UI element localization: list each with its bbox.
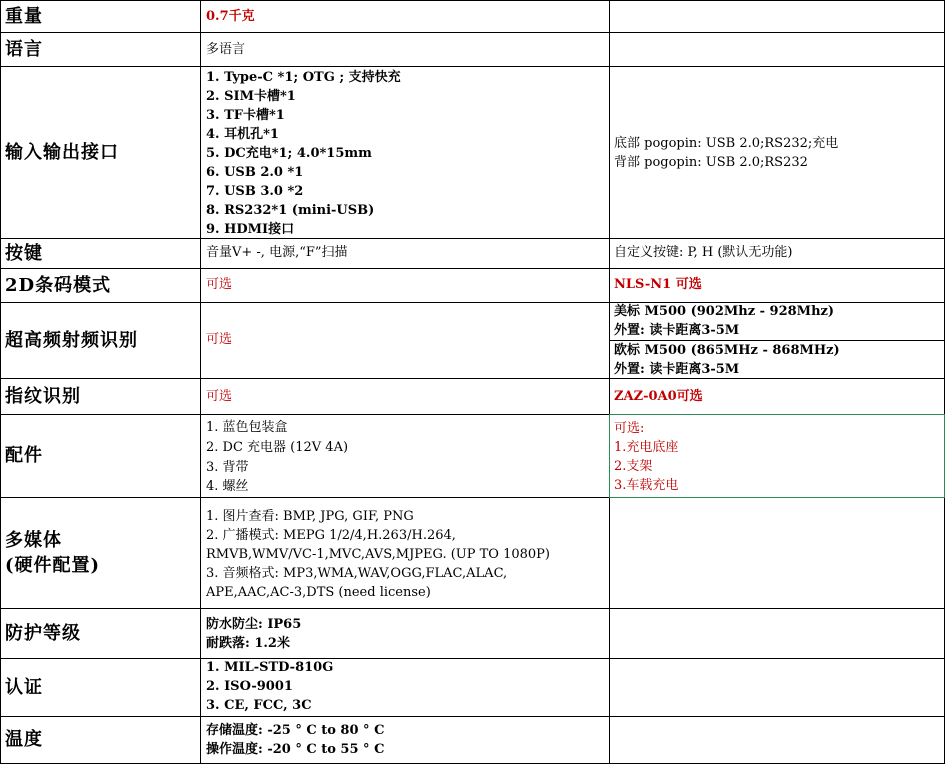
value-line: 3. CE, FCC, 3C: [206, 698, 312, 713]
table-row: [0, 0, 945, 32]
value-cell: [201, 66, 609, 238]
value-line: 4. 螺丝: [206, 479, 249, 494]
grid-line: [0, 608, 945, 609]
row-label: 指纹识别: [5, 385, 81, 407]
extra-cell: [609, 0, 945, 32]
grid-line: [0, 716, 945, 717]
value-line: 操作温度: -20 ° C to 55 ° C: [206, 742, 385, 757]
row-label-cell: [0, 658, 201, 716]
value-cell: [201, 238, 609, 268]
value-cell: [201, 414, 609, 497]
table-row: [0, 658, 945, 716]
row-label-cell: [0, 716, 201, 763]
row-label: 温度: [5, 729, 43, 750]
value-line: 3. 音频格式: MP3,WMA,WAV,OGG,FLAC,ALAC,: [206, 566, 508, 581]
table-row: [0, 238, 945, 268]
row-label-cell: [0, 0, 201, 32]
value-line: 1. MIL-STD-810G: [206, 660, 334, 675]
grid-line: [0, 763, 945, 764]
extra-line: 欧标 M500 (865MHz - 868MHz): [614, 343, 840, 358]
table-row: [0, 268, 945, 302]
extra-line: 底部 pogopin: USB 2.0;RS232;充电: [614, 136, 839, 151]
row-label: 认证: [5, 676, 43, 698]
value-line: 2. SIM卡槽*1: [206, 89, 296, 104]
value-line: 5. DC充电*1; 4.0*15mm: [206, 146, 372, 161]
value-line: 可选: [206, 332, 233, 347]
value-line: 1. 图片查看: BMP, JPG, GIF, PNG: [206, 509, 414, 524]
extra-line: 美标 M500 (902Mhz - 928Mhz): [614, 304, 835, 319]
table-row: [0, 716, 945, 763]
table-row: [0, 378, 945, 414]
value-line: RMVB,WMV/VC-1,MVC,AVS,MJPEG. (UP TO 1080P): [206, 547, 550, 562]
value-line: 耐跌落: 1.2米: [206, 636, 290, 651]
value-line: 4. 耳机孔*1: [206, 127, 279, 142]
row-label: 按键: [5, 242, 43, 264]
value-cell: [201, 497, 609, 608]
extra-line: 外置: 读卡距离3-5M: [614, 362, 740, 377]
value-line: 1. 蓝色包装盒: [206, 420, 288, 435]
row-label: 2D条码模式: [5, 274, 112, 296]
extra-line: 自定义按键: P, H (默认无功能): [614, 245, 793, 260]
extra-line: 1.充电底座: [614, 440, 679, 455]
row-label-cell: [0, 268, 201, 302]
extra-line: 背部 pogopin: USB 2.0;RS232: [614, 155, 808, 170]
row-label: 输入输出接口: [5, 141, 119, 163]
row-label-cell: [0, 238, 201, 268]
grid-line: [0, 0, 1, 764]
value-line: 8. RS232*1 (mini-USB): [206, 203, 375, 218]
row-label-cell: [0, 414, 201, 497]
extra-line: 2.支架: [614, 459, 653, 474]
value-cell: [201, 608, 609, 658]
row-label-cell: [0, 608, 201, 658]
row-label: 重量: [5, 5, 43, 27]
row-label: 超高频射频识别: [5, 329, 138, 351]
value-line: 音量V+ -, 电源,“F”扫描: [206, 245, 348, 260]
value-line: 9. HDMI接口: [206, 222, 295, 237]
table-row: [0, 66, 945, 238]
extra-cell: [609, 378, 945, 414]
grid-line: [609, 340, 945, 341]
grid-line: [0, 268, 945, 269]
table-row: [0, 608, 945, 658]
value-line: 2. ISO-9001: [206, 679, 293, 694]
value-line: 可选: [206, 389, 233, 404]
value-line: 防水防尘: IP65: [206, 617, 302, 632]
value-cell: [201, 378, 609, 414]
value-line: 多语言: [206, 42, 246, 57]
value-cell: [201, 0, 609, 32]
row-label-cell: [0, 497, 201, 608]
grid-line: [0, 0, 945, 1]
grid-line: [0, 238, 945, 239]
row-label: 配件: [5, 445, 43, 466]
row-label-cell: [0, 378, 201, 414]
value-line: 存储温度: -25 ° C to 80 ° C: [206, 723, 385, 738]
extra-cell: [609, 238, 945, 268]
grid-line: [0, 378, 945, 379]
grid-line: [0, 414, 945, 415]
table-row: [0, 414, 945, 497]
grid-line: [0, 66, 945, 67]
extra-cell-top: [609, 302, 945, 340]
value-line: 1. Type-C *1; OTG ; 支持快充: [206, 70, 401, 85]
weight-value: 0.7千克: [206, 9, 255, 24]
grid-line: [609, 0, 610, 764]
row-label: 语言: [5, 38, 43, 60]
extra-line: 3.车载充电: [614, 478, 679, 493]
extra-cell: [609, 66, 945, 238]
extra-line: 可选:: [614, 421, 645, 436]
grid-line: [0, 302, 945, 303]
grid-line: [0, 497, 945, 498]
value-cell: [201, 658, 609, 716]
table-row: [0, 32, 945, 66]
grid-line: [0, 32, 945, 33]
value-line: 6. USB 2.0 *1: [206, 165, 304, 180]
row-label-cell: [0, 66, 201, 238]
value-line: 可选: [206, 277, 233, 292]
table-row: [0, 497, 945, 608]
value-line: 7. USB 3.0 *2: [206, 184, 304, 199]
value-line: APE,AAC,AC-3,DTS (need license): [206, 585, 431, 600]
extra-line: ZAZ-0A0可选: [614, 389, 703, 404]
row-label-cell: [0, 302, 201, 378]
value-cell: [201, 268, 609, 302]
grid-line: [0, 658, 945, 659]
extra-cell: [609, 414, 945, 497]
extra-cell-bottom: [609, 340, 945, 378]
row-label: 防护等级: [5, 622, 81, 644]
extra-line: NLS-N1 可选: [614, 277, 702, 292]
value-cell: [201, 716, 609, 763]
value-line: 3. 背带: [206, 460, 249, 475]
grid-line: [200, 0, 201, 764]
value-line: 2. DC 充电器 (12V 4A): [206, 440, 349, 455]
value-line: 3. TF卡槽*1: [206, 108, 285, 123]
row-label: 多媒体 (硬件配置): [5, 529, 101, 576]
extra-line: 外置: 读卡距离3-5M: [614, 323, 740, 338]
value-cell: [201, 32, 609, 66]
extra-cell: [609, 268, 945, 302]
value-line: 2. 广播模式: MEPG 1/2/4,H.263/H.264,: [206, 528, 456, 543]
value-cell: [201, 302, 609, 378]
row-label-cell: [0, 32, 201, 66]
